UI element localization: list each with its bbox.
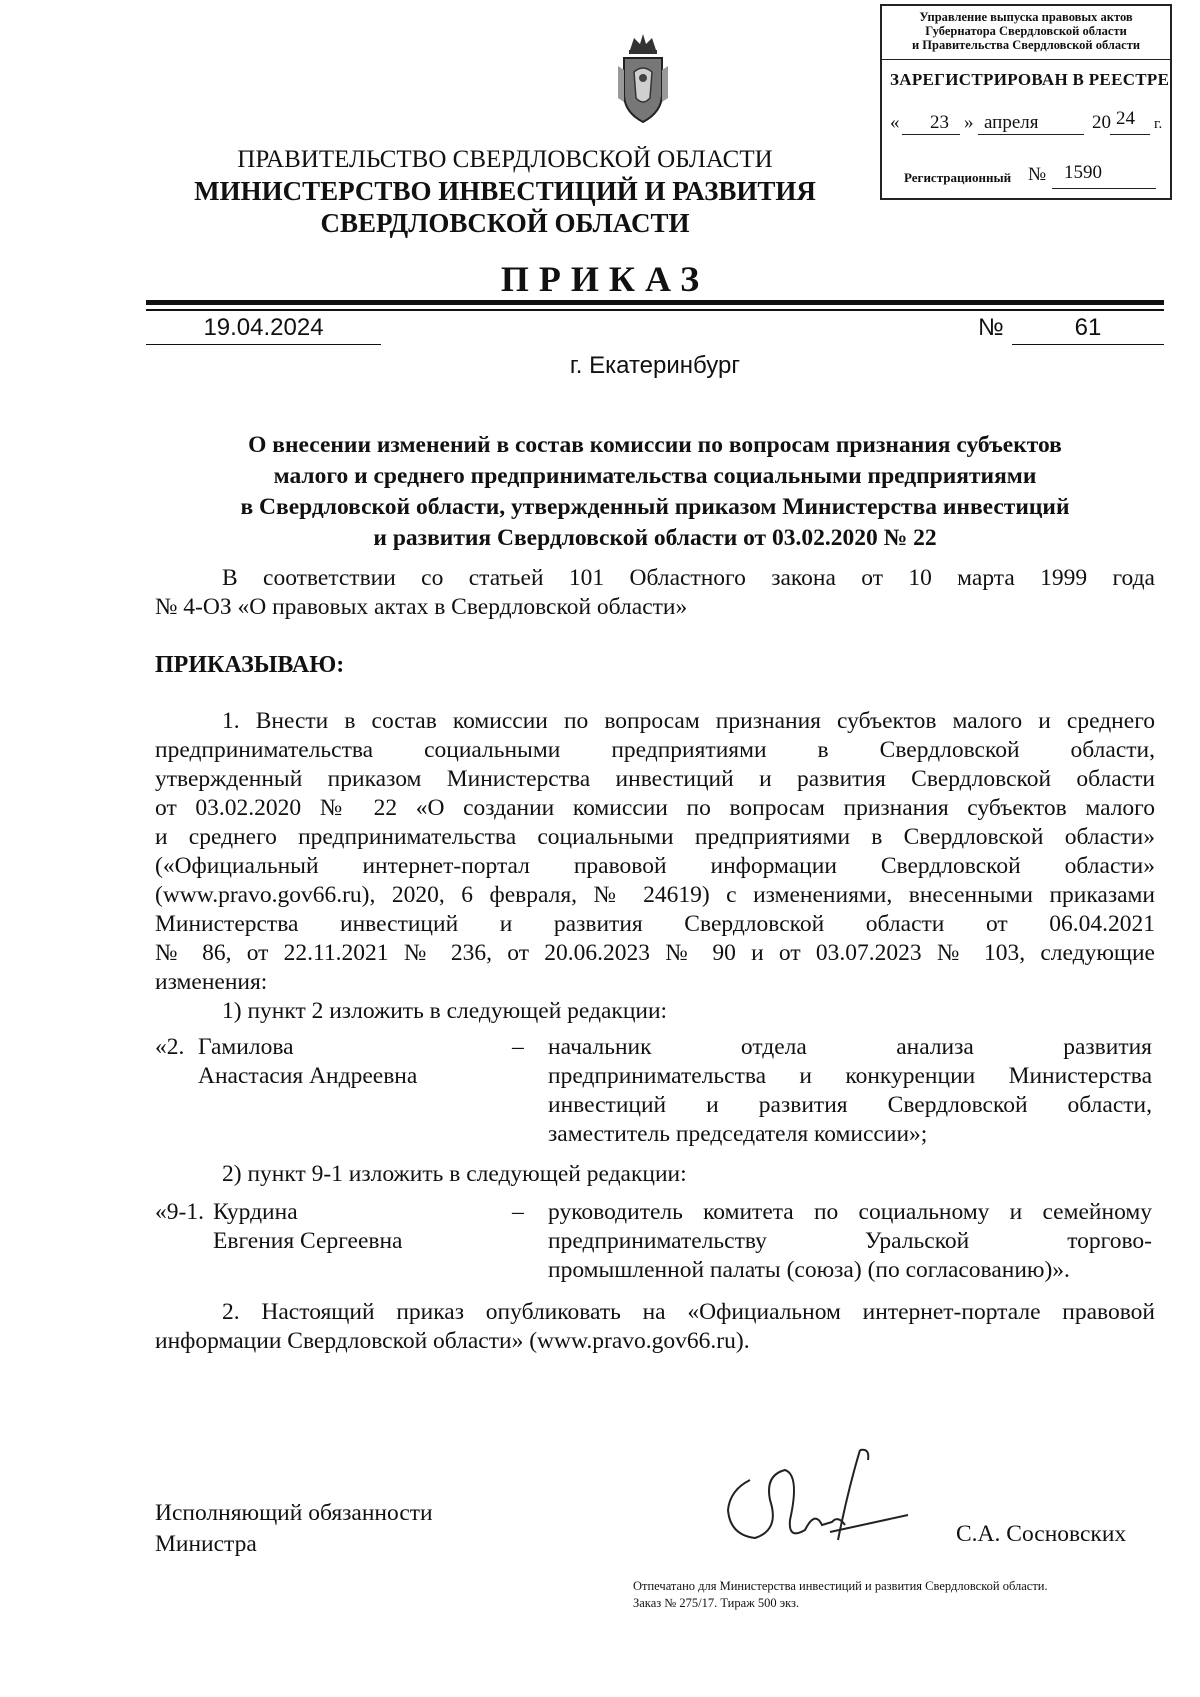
entry2-given-name: Евгения Сергеевна: [213, 1228, 403, 1254]
header-rule-thin: [146, 309, 1164, 311]
document-title: О внесении изменений в состав комиссии по вопросам признания субъектов малого и среднего предпринимательства социальными предприятиями в Свердловской области, утвержденный приказом Министерства инвестиций и развития Свердловской области от 03.02.2020 № 22: [240, 432, 1070, 551]
item2-line: информации Свердловской области» (www.pravo.gov66.ru).: [155, 1328, 750, 1354]
item1-line: утвержденный приказом Министерства инвестиций и развития Свердловской области: [155, 766, 1155, 792]
coat-of-arms-icon: [614, 26, 672, 128]
entry2-number: «9-1.: [155, 1199, 204, 1225]
entry1-dash: –: [512, 1034, 524, 1060]
item1-line: и среднего предпринимательства социальными предприятиями в Свердловской области»: [155, 824, 1155, 850]
entry1-given-name: Анастасия Андреевна: [198, 1063, 418, 1089]
item1-line: 1. Внести в состав комиссии по вопросам признания субъектов малого и среднего: [222, 708, 1155, 734]
preamble-line: В соответствии со статьей 101 Областного закона от 10 марта 1999 года: [222, 565, 1155, 591]
subitem2-intro: 2) пункт 9-1 изложить в следующей редакции:: [222, 1161, 687, 1187]
stamp-org-name: Управление выпуска правовых актов Губернатора Свердловской области и Правительства Свердловской области: [911, 10, 1141, 52]
stamp-date: « 23 » апреля 20 24 г.: [890, 108, 1163, 133]
print-footer: Отпечатано для Министерства инвестиций и развития Свердловской области. Заказ № 275/17. Тираж 500 экз.: [633, 1579, 1048, 1610]
document-date: 19.04.2024: [146, 314, 381, 345]
document-number: 61: [1012, 314, 1164, 345]
item1-line: изменения:: [155, 969, 268, 995]
stamp-year: 24: [1116, 108, 1135, 129]
stamp-divider: [882, 59, 1170, 60]
document-number-label: №: [978, 314, 1004, 341]
entry2-desc-line: руководитель комитета по социальному и семейному: [548, 1199, 1152, 1225]
subitem1-intro: 1) пункт 2 изложить в следующей редакции:: [222, 998, 668, 1024]
item1-line: («Официальный интернет-портал правовой информации Свердловской области»: [155, 853, 1155, 879]
ministry-title-region: СВЕРДЛОВСКОЙ ОБЛАСТИ: [320, 208, 690, 238]
entry2-dash: –: [512, 1199, 524, 1225]
signatory-position: Исполняющий обязанности Министра: [155, 1500, 433, 1557]
entry2-desc-line: промышленной палаты (союза) (по согласованию)».: [548, 1257, 1070, 1283]
entry2-desc-line: предпринимательству Уральской торгово-: [548, 1228, 1152, 1254]
entry1-desc-line: инвестиций и развития Свердловской области,: [548, 1092, 1152, 1118]
order-word: ПРИКАЗЫВАЮ:: [155, 652, 345, 678]
item2-line: 2. Настоящий приказ опубликовать на «Официальном интернет-портале правовой: [222, 1299, 1155, 1325]
item1-line: (www.pravo.gov66.ru), 2020, 6 февраля, № 24619) с изменениями, внесенными приказами: [155, 882, 1155, 908]
stamp-registration-number: Регистрационный № 1590: [904, 164, 1164, 190]
item1-line: предпринимательства социальными предприятиями в Свердловской области,: [155, 737, 1155, 763]
item1-line: Министерства инвестиций и развития Свердловской области от 06.04.2021: [155, 911, 1155, 937]
entry1-surname: Гамилова: [198, 1034, 294, 1060]
document-type: ПРИКАЗ: [500, 259, 710, 299]
header-rule: [146, 300, 1164, 305]
stamp-month: апреля: [984, 112, 1039, 133]
preamble-line: № 4-ОЗ «О правовых актах в Свердловской области»: [155, 594, 688, 620]
entry1-desc-line: предпринимательства и конкуренции Министерства: [548, 1063, 1152, 1089]
stamp-reg-number: 1590: [1064, 162, 1102, 183]
document-city: г. Екатеринбург: [569, 352, 741, 379]
handwritten-signature: [710, 1430, 910, 1560]
item1-line: от 03.02.2020 № 22 «О создании комиссии по вопросам признания субъектов малого: [155, 795, 1155, 821]
ministry-title: МИНИСТЕРСТВО ИНВЕСТИЦИЙ И РАЗВИТИЯ: [194, 176, 816, 206]
entry1-desc-line: начальник отдела анализа развития: [548, 1034, 1152, 1060]
stamp-registered-label: ЗАРЕГИСТРИРОВАН В РЕЕСТРЕ: [890, 70, 1170, 89]
signatory-name: С.А. Сосновских: [956, 1521, 1127, 1547]
stamp-day: 23: [930, 112, 949, 133]
entry1-number: «2.: [155, 1034, 185, 1060]
entry1-desc-line: заместитель председателя комиссии»;: [548, 1121, 928, 1147]
registration-stamp: [880, 4, 1172, 200]
entry2-surname: Курдина: [213, 1199, 298, 1225]
government-title: ПРАВИТЕЛЬСТВО СВЕРДЛОВСКОЙ ОБЛАСТИ: [237, 146, 773, 173]
item1-line: № 86, от 22.11.2021 № 236, от 20.06.2023 № 90 и от 03.07.2023 № 103, следующие: [155, 940, 1155, 966]
